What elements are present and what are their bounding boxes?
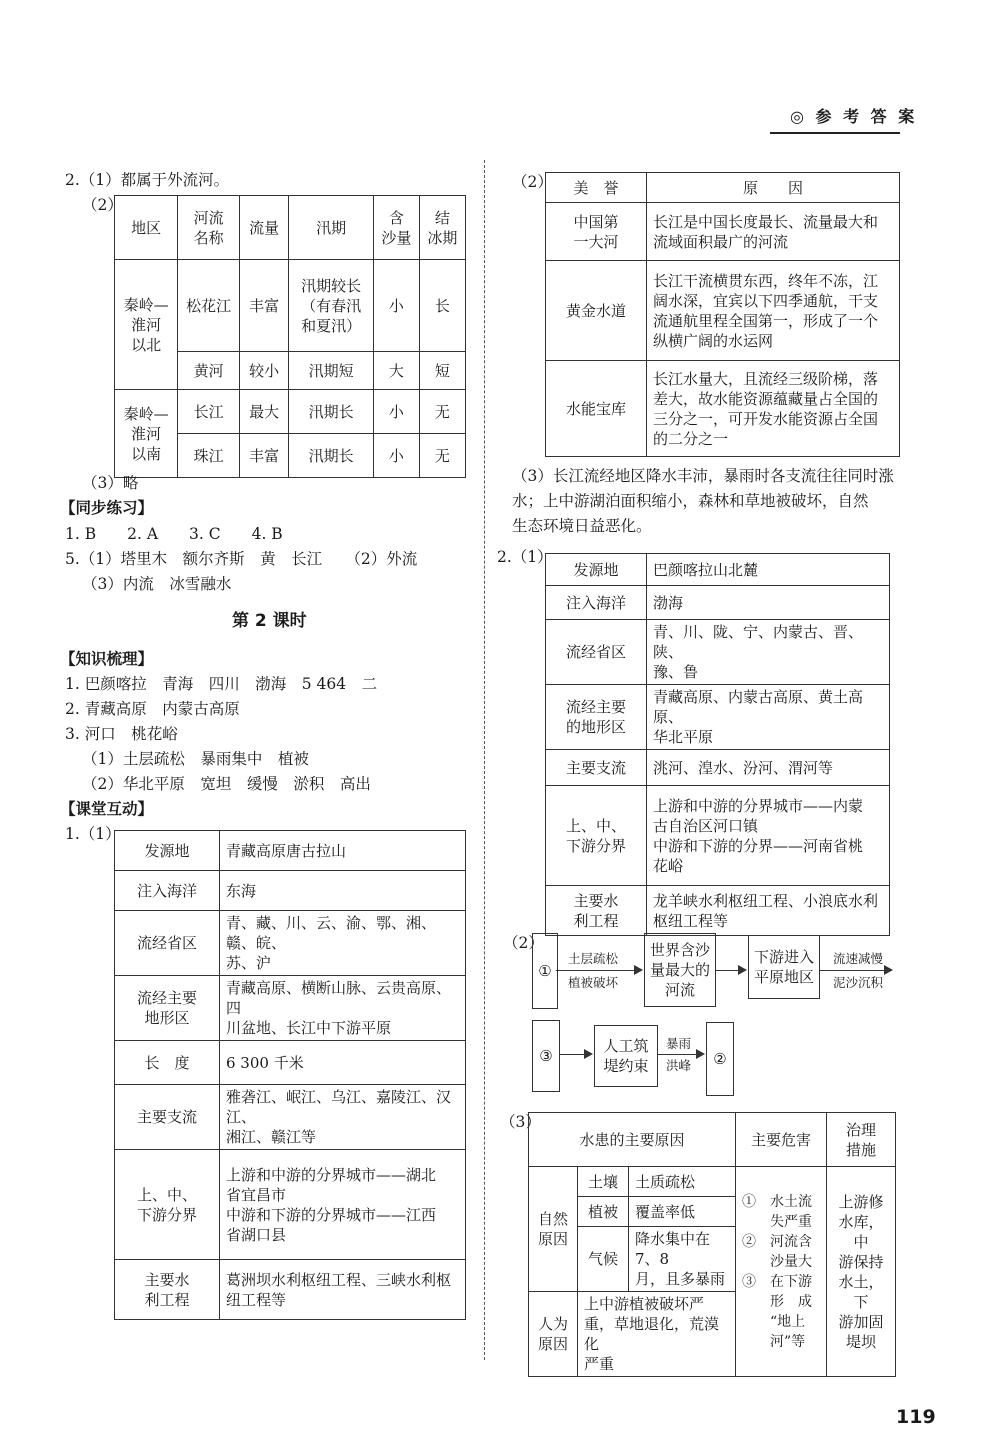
th-river: 河流 名称 [178,196,240,260]
cell: 注入海洋 [546,586,647,620]
th-flood: 汛期 [289,196,373,260]
cell: 汛期长 [289,434,373,478]
cell: 上游和中游的分界城市——湖北 省宜昌市 中游和下游的分界城市——江西 省湖口县 [220,1150,466,1260]
th-flow: 流量 [239,196,289,260]
th-reputation: 美 誉 [546,173,647,203]
cell: 小 [373,390,419,434]
flow-a3-top: 流速减慢 [833,951,884,966]
cell: 青藏高原唐古拉山 [220,831,466,871]
cell: 雅砻江、岷江、乌江、嘉陵江、汉江、 湘江、赣江等 [220,1085,466,1150]
flow-arrowhead-3 [884,965,893,975]
flow-a1-top: 土层疏松 [568,951,619,966]
flow-arrowhead-1 [634,965,643,975]
table-row [546,586,890,620]
k3-2: （2）华北平原 宽坦 缓慢 淤积 高出 [82,775,371,793]
table-row [115,1085,466,1150]
table-row [115,831,466,871]
q3-line1: （3）长江流经地区降水丰沛，暴雨时各支流往往同时涨 [512,467,894,485]
table-row [546,261,900,361]
cell: 黄河 [178,352,240,390]
reputation-table [545,172,900,457]
cell: 主要水 利工程 [115,1260,220,1320]
flow-arrowhead-2 [738,965,747,975]
cell: 6 300 千米 [220,1041,466,1085]
cell: 汛期长 [289,390,373,434]
cell: 最大 [239,390,289,434]
cell: 水能宝库 [546,361,647,457]
cell: 流经省区 [546,620,647,685]
cell: 黄金水道 [546,261,647,361]
k2: 2. 青藏高原 内蒙古高原 [65,700,240,718]
table-row [546,203,900,261]
q2-2-label: （2） [82,196,123,214]
header-rule [770,132,900,134]
cell: 气候 [578,1227,629,1292]
cell: 短 [419,352,465,390]
flow-circle-3: ③ [532,1020,560,1092]
region-south: 秦岭— 淮河 以南 [115,390,178,478]
flow-arrow-5 [658,1054,698,1055]
th-region: 地区 [115,196,178,260]
table-row [546,620,890,685]
cell: 上游和中游的分界城市——内蒙 古自治区河口镇 中游和下游的分界——河南省桃 花峪 [647,786,890,886]
class-heading: 【课堂互动】 [60,800,154,818]
flow-a4-top: 暴雨 [666,1036,692,1051]
cell: 东海 [220,871,466,911]
th-sand: 含 沙量 [373,196,419,260]
table-row [546,786,890,886]
table-row [115,871,466,911]
cell: 长 度 [115,1041,220,1085]
cell: 上、中、 下游分界 [546,786,647,886]
cell: 无 [419,434,465,478]
cell: 发源地 [115,831,220,871]
flow-a3-bottom: 泥沙沉积 [833,975,884,990]
q2b-label: 2.（1） [497,548,553,566]
yangtze-table [114,830,466,1320]
flow-a1-bottom: 植被破坏 [568,975,619,990]
table-row [529,1113,896,1167]
cell: 植被 [578,1197,629,1227]
flow-box-2: 下游进入 平原地区 [748,935,820,999]
flow-arrowhead-4 [584,1049,593,1059]
sync-line1: 1. B 2. A 3. C 4. B [65,525,283,543]
cell: 龙羊峡水利枢纽工程、小浪底水利 枢纽工程等 [647,886,890,936]
th-measure: 治理 措施 [827,1113,896,1167]
k3: 3. 河口 桃花峪 [65,725,178,743]
cell: 巴颜喀拉山北麓 [647,554,890,586]
human-cause: 人为 原因 [529,1292,578,1377]
cell: 汛期短 [289,352,373,390]
yellow-river-table [545,553,890,936]
cell: 流经主要 地形区 [115,976,220,1041]
table-row [115,260,466,352]
flood-table [528,1112,896,1377]
flow-label: （2） [503,934,544,952]
cell: 长江干流横贯东西，终年不冻，江 阔水深，宜宾以下四季通航，干支 流通航里程全国第一，形成了一个 纵横广阔的水运网 [647,261,900,361]
table-row [115,390,466,434]
cell: 丰富 [239,434,289,478]
cell: 降水集中在 7、8 月，且多暴雨 [629,1227,736,1292]
cell: 注入海洋 [115,871,220,911]
table-row [115,1260,466,1320]
cell: 无 [419,390,465,434]
k3-1: （1）土层疏松 暴雨集中 植被 [82,750,309,768]
table-row [546,886,890,936]
knowledge-heading: 【知识梳理】 [60,650,154,668]
q2-label: （2） [512,173,553,191]
cell: 流经主要 的地形区 [546,685,647,750]
th-reason: 原 因 [647,173,900,203]
th-ice: 结 冰期 [419,196,465,260]
cell: 青、川、陇、宁、内蒙古、晋、陕、 豫、鲁 [647,620,890,685]
cell: 洮河、湟水、汾河、渭河等 [647,750,890,786]
flow-arrowhead-5 [696,1049,705,1059]
q2-1: 2.（1）都属于外流河。 [65,171,230,189]
table-row [546,173,900,203]
table-row [115,1150,466,1260]
th-cause: 水患的主要原因 [529,1113,736,1167]
cell: 小 [373,260,419,352]
q2-3: （3）略 [82,474,139,492]
table-row [115,1041,466,1085]
flow-arrow-2 [716,970,740,971]
region-north: 秦岭— 淮河 以北 [115,260,178,390]
flow-box-3: 人工筑 堤约束 [594,1025,658,1087]
table-row [546,361,900,457]
table-row [115,911,466,976]
header-title: ◎ 参 考 答 案 [790,107,918,126]
natural-cause: 自然 原因 [529,1167,578,1292]
river-table [114,195,466,478]
table-row [115,976,466,1041]
lesson-title: 第 2 课时 [232,611,307,631]
cell: 青、藏、川、云、渝、鄂、湘、赣、皖、 苏、沪 [220,911,466,976]
cell: 主要支流 [115,1085,220,1150]
flow-arrow-3 [820,970,886,971]
cell: 渤海 [647,586,890,620]
table-row [546,554,890,586]
th-harm: 主要危害 [736,1113,827,1167]
flow-circle-1: ① [532,933,558,1009]
cell: 青藏高原、横断山脉、云贵高原、四 川盆地、长江中下游平原 [220,976,466,1041]
cell: 主要支流 [546,750,647,786]
cell: 汛期较长 （有春汛 和夏汛） [289,260,373,352]
cell: 长江水量大，且流经三级阶梯，落 差大，故水能资源蕴藏量占全国的 三分之一，可开发水能资源占全国 的二分之一 [647,361,900,457]
cell: 小 [373,434,419,478]
flow-arrow-4 [560,1054,586,1055]
cell: 上、中、 下游分界 [115,1150,220,1260]
cell: 长江是中国长度最长、流量最大和 流域面积最广的河流 [647,203,900,261]
flow-a4-bottom: 洪峰 [666,1058,692,1073]
cell: 较小 [239,352,289,390]
sync-line3: （3）内流 冰雪融水 [82,575,232,593]
cell: 主要水 利工程 [546,886,647,936]
cell: 青藏高原、内蒙古高原、黄土高原、 华北平原 [647,685,890,750]
cell: 丰富 [239,260,289,352]
cell: 流经省区 [115,911,220,976]
k1: 1. 巴颜喀拉 青海 四川 渤海 5 464 二 [65,675,378,693]
table-row [529,1167,896,1197]
c1-label: 1.（1） [65,825,121,843]
cell: 大 [373,352,419,390]
q3b-label: （3） [500,1113,541,1131]
cell: 珠江 [178,434,240,478]
header-ornament-icon: ◎ [790,107,816,126]
flow-box-1: 世界含沙 量最大的 河流 [644,933,716,1007]
table-row [546,685,890,750]
table-row [546,750,890,786]
flow-arrow-1 [556,970,636,971]
sync-heading: 【同步练习】 [60,499,154,517]
harm-cell: ① 水土流 失严重 ② 河流含 沙量大 ③ 在下游 形 成 “地上 河”等 [736,1167,827,1377]
cell: 土壤 [578,1167,629,1197]
cell: 中国第 一大河 [546,203,647,261]
q3-line2: 水；上中游湖泊面积缩小，森林和草地被破坏，自然 [512,492,869,510]
q3-line3: 生态环境日益恶化。 [512,517,652,535]
cell: 松花江 [178,260,240,352]
cell: 上中游植被破坏严 重，草地退化，荒漠化 严重 [578,1292,736,1377]
cell: 长江 [178,390,240,434]
page-number: 119 [896,1406,936,1428]
column-divider [484,160,485,1360]
cell: 覆盖率低 [629,1197,736,1227]
measure-cell: 上游修 水库，中 游保持 水土，下 游加固 堤坝 [827,1167,896,1377]
cell: 土质疏松 [629,1167,736,1197]
cell: 发源地 [546,554,647,586]
sync-line2: 5.（1）塔里木 额尔齐斯 黄 长江 （2）外流 [65,550,418,568]
flow-circle-2: ② [706,1022,734,1096]
cell: 长 [419,260,465,352]
cell: 葛洲坝水利枢纽工程、三峡水利枢 纽工程等 [220,1260,466,1320]
